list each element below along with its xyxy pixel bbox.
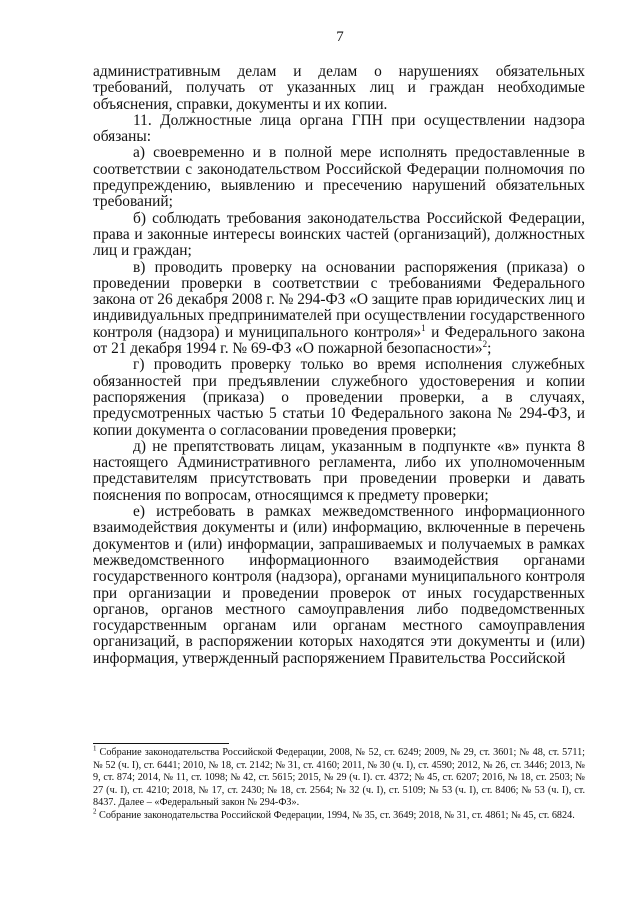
footnote-mark-2: 2	[93, 807, 97, 816]
footnote-mark-1: 1	[93, 744, 97, 753]
footnotes	[93, 744, 585, 823]
paragraph-subitem-a: а) своевременно и в полной мере исполнять предоставленные в соответствии с законодательством Российской Федерации полномочия по предупреждению, выявлению и пресечению нарушений обязательных требований;	[93, 144, 585, 211]
subitem-v-text-part-2: и Федерального закона от 21 декабря 1994 г. № 69-ФЗ «О пожарной безопасности»	[93, 323, 585, 358]
paragraph-subitem-g: г) проводить проверку только во время исполнения служебных обязанностей при предъявлении служебного удостоверения и копии распоряжения (приказа) о проведении проверки, а в случаях, предусмотренных частью 5 статьи 10 Федерального закона № 294-ФЗ, и копии документа о согласовании проведения проверки;	[93, 356, 585, 439]
subitem-v-text-part-1: в) проводить проверку на основании распоряжения (приказа) о проведении проверки в соответствии с требованиями Федерального закона от 26 декабря 2008 г. № 294-ФЗ «О защите прав юридических лиц и индивидуальных предпринимателей при осуществлении государственного контроля (надзора) и муниципального контроля»	[93, 258, 585, 341]
page-number: 7	[336, 29, 344, 45]
document-body	[93, 64, 585, 667]
paragraph-subitem-d: д) не препятствовать лицам, указанным в подпункте «в» пункта 8 настоящего Административного регламента, либо их уполномоченным представителям присутствовать при проведении проверки и давать пояснения по вопросам, относящимся к предмету проверки;	[93, 437, 585, 504]
footnote-ref-1: 1	[421, 322, 426, 333]
footnote-2	[93, 807, 585, 823]
subitem-v-text-part-3: ;	[487, 340, 492, 358]
paragraph-item-11: 11. Должностные лица органа ГПН при осуществлении надзора обязаны:	[93, 111, 585, 146]
paragraph-subitem-e: е) истребовать в рамках межведомственного информационного взаимодействия документы и (или) информацию, включенные в перечень документов и (или) информации, запрашиваемых и получаемых в рамках межведомственного информационного взаимодействия органами государственного контроля (надзора), органами муниципального контроля при организации и проведении проверок от иных государственных органов, органов местного самоуправления либо подведомственных государственным органам или органам местного самоуправления организаций, в распоряжении которых находятся эти документы и (или) информация, утвержденный распоряжением Правительства Российской	[93, 503, 585, 667]
footnote-ref-2: 2	[482, 338, 488, 349]
footnote-divider	[93, 743, 229, 744]
footnote-1	[93, 744, 585, 810]
paragraph-subitem-v	[93, 260, 585, 358]
paragraph-continuation: административным делам и делам о нарушениях обязательных требований, получать от указанных лиц и граждан необходимые объяснения, справки, документы и их копии.	[93, 63, 585, 113]
footnote-2-text: Собрание законодательства Российской Федерации, 1994, № 35, ст. 3649; 2018, № 31, ст. 4861; № 45, ст. 6824.	[96, 809, 575, 821]
paragraph-subitem-b: б) соблюдать требования законодательства Российской Федерации, права и законные интересы воинских частей (организаций), должностных лиц и граждан;	[93, 209, 585, 260]
footnote-1-text: Собрание законодательства Российской Федерации, 2008, № 52, ст. 6249; 2009, № 29, ст. 3601; № 48, ст. 5711; № 52 (ч. I), ст. 6441; 2010, № 18, ст. 2142; № 31, ст. 4160; 2011, № 30 (ч. I), ст. 4590; 2012, № 26, ст. 3446; 2013, № 9, ст. 874; 2014, № 11, ст. 1098; № 42, ст. 5615; 2015, № 29 (ч. I). ст. 4372; № 45, ст. 6207; 2016, № 18, ст. 2503; № 27 (ч. I), ст. 4210; 2018, № 17, ст. 2430; № 18, ст. 2564; № 32 (ч. I), ст. 5109; № 53 (ч. I), ст. 8406; № 53 (ч. I), ст. 8437. Далее – «Федеральный закон № 294-ФЗ».	[93, 747, 585, 809]
